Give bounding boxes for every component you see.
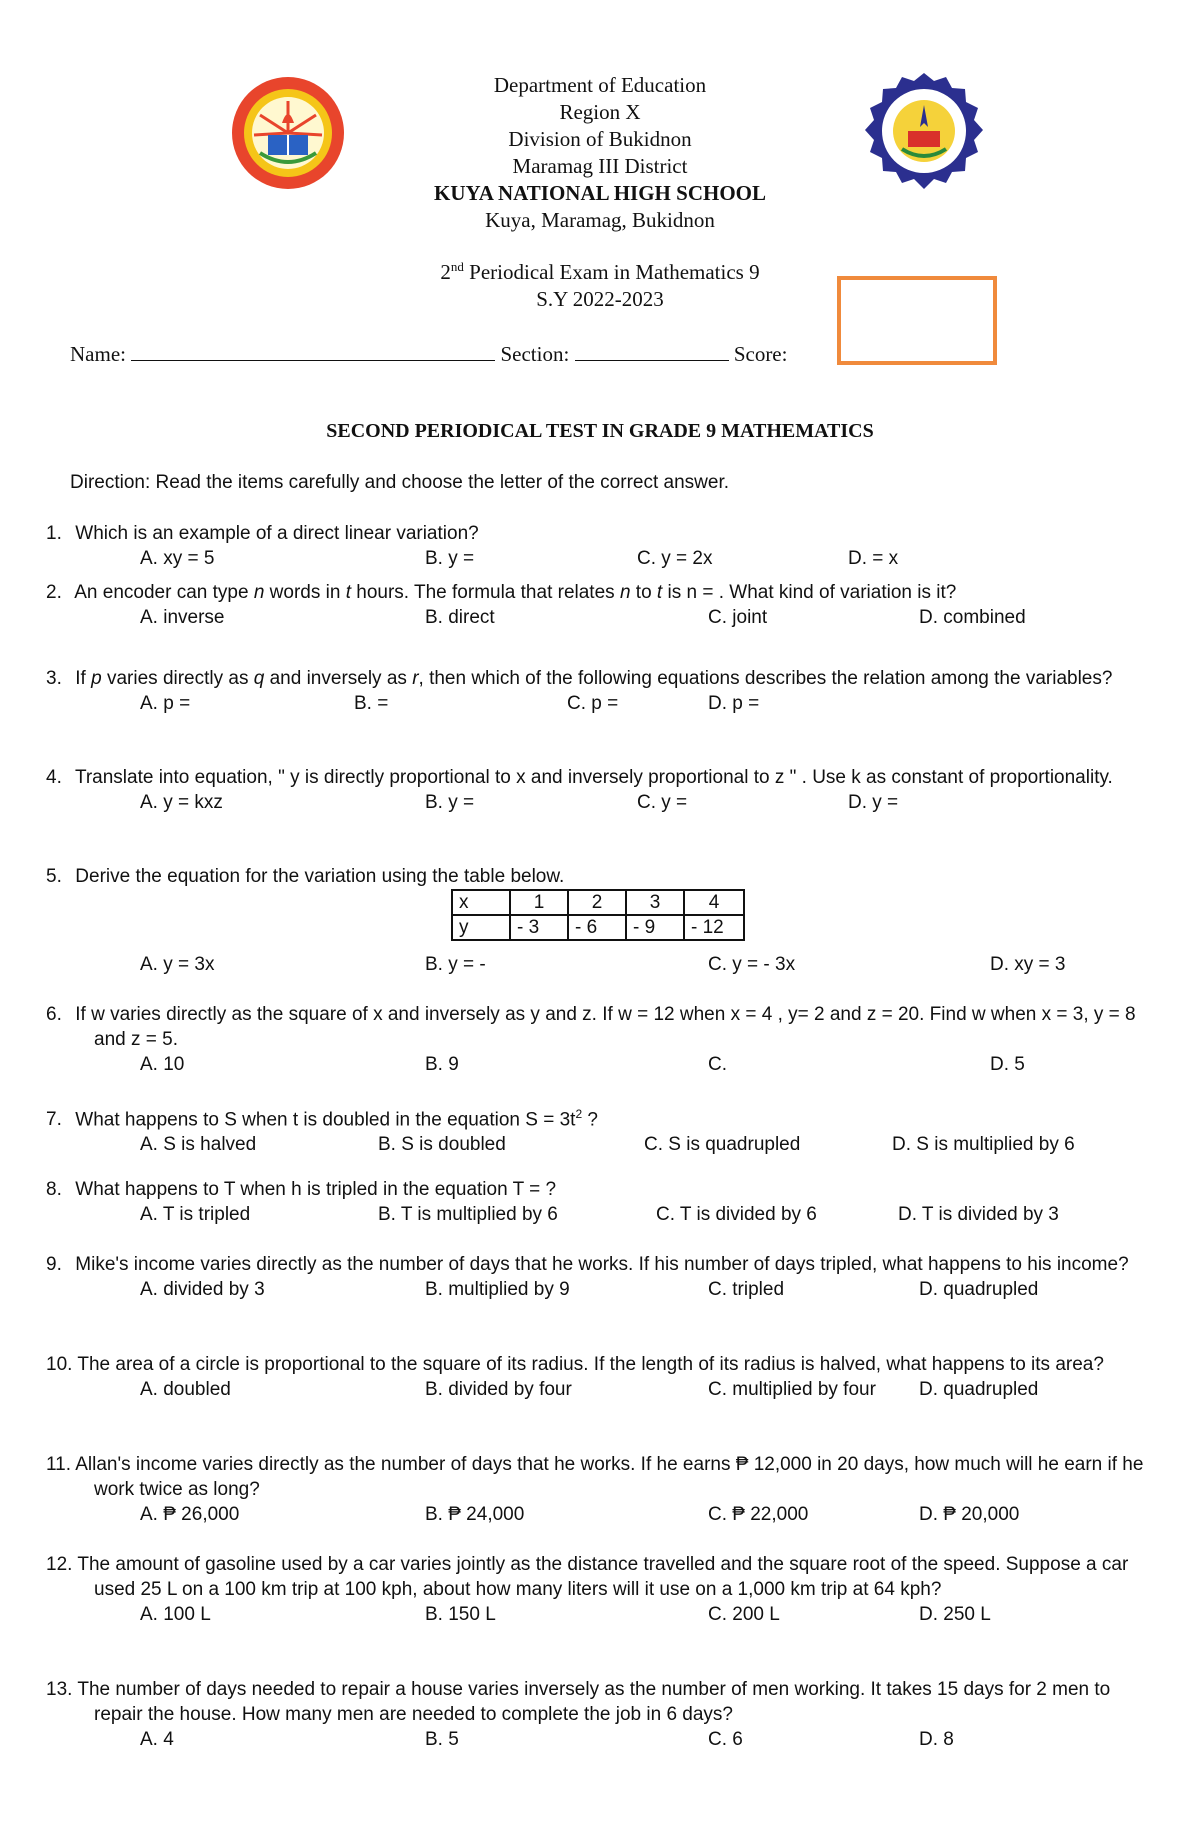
- choice-c[interactable]: C. tripled: [708, 1279, 785, 1300]
- table-cell: - 9: [626, 915, 684, 940]
- choice-a[interactable]: A. S is halved: [140, 1134, 257, 1156]
- choice-c[interactable]: C. y = - 3x: [708, 954, 796, 975]
- choice-a[interactable]: A. 100 L: [140, 1604, 211, 1625]
- header-school-name: KUYA NATIONAL HIGH SCHOOL: [434, 181, 766, 205]
- choice-a[interactable]: A. p =: [140, 693, 191, 714]
- section-label: Section:: [500, 342, 570, 366]
- table-cell: - 6: [568, 915, 626, 940]
- score-box[interactable]: [837, 276, 997, 365]
- choice-a[interactable]: A. xy = 5: [140, 548, 215, 569]
- header-division: Division of Bukidnon: [508, 127, 692, 151]
- choice-a[interactable]: A. ₱ 26,000: [140, 1504, 240, 1525]
- choice-d[interactable]: D. y =: [848, 792, 899, 813]
- name-label: Name:: [70, 342, 126, 366]
- test-title: SECOND PERIODICAL TEST IN GRADE 9 MATHEMATICS: [326, 420, 874, 442]
- question-7: 7. What happens to S when t is doubled in the equation $S = 3t^2$ ? A. S is halved B. S is doubled C. S is quadrupled D. S is multiplied by 6: [46, 1107, 1075, 1156]
- choice-a[interactable]: A. 10: [140, 1054, 185, 1075]
- table-cell: 1: [510, 890, 568, 915]
- question-3: 3. If p varies directly as q and inversely as r, then which of the following equations describes the relation among the variables? A. p = B. = C. p = D. p =: [46, 668, 1113, 714]
- choice-c[interactable]: C. multiplied by four: [708, 1379, 876, 1400]
- choice-d[interactable]: D. ₱ 20,000: [919, 1504, 1020, 1525]
- choice-b[interactable]: B. y = -: [425, 954, 486, 975]
- choice-b[interactable]: B. divided by four: [425, 1379, 572, 1400]
- question-9: 9. Mike's income varies directly as the number of days that he works. If his number of days tripled, what happens to his income? A. divided by 3 B. multiplied by 9 C. tripled D. quadrupled: [46, 1254, 1129, 1300]
- question-10: 10. The area of a circle is proportional to the square of its radius. If the length of its radius is halved, what happens to its area? A. doubled B. divided by four C. multiplied by four D. quadrupled: [46, 1354, 1104, 1400]
- choice-b[interactable]: B. y =: [425, 548, 475, 569]
- question-5: 5. Derive the equation for the variation using the table below.: [46, 866, 565, 887]
- choice-b[interactable]: B. =: [354, 693, 389, 714]
- choice-c[interactable]: C. ₱ 22,000: [708, 1504, 809, 1525]
- question-2: 2. An encoder can type n words in t hours. The formula that relates n to t is n = . What kind of variation is it? A. inverse B. direct C. joint D. combined: [46, 582, 1026, 628]
- choice-b[interactable]: B. 9: [425, 1054, 459, 1075]
- choice-d[interactable]: D. = x: [848, 548, 899, 569]
- name-field[interactable]: [131, 341, 495, 361]
- section-field[interactable]: [575, 341, 729, 361]
- variation-table: [451, 889, 745, 941]
- question-8: 8. What happens to T when h is tripled in the equation T = ? A. T is tripled B. T is multiplied by 6 C. T is divided by 6 D. T is divided by 3: [46, 1179, 1059, 1225]
- choice-d[interactable]: D. quadrupled: [919, 1279, 1039, 1300]
- question-11: 11. Allan's income varies directly as the number of days that he works. If he earns ₱ 12,000 in 20 days, how much will he earn if he work twice as long? A. ₱ 26,000 B. ₱ 24,000 C. ₱ 22,000 D. ₱ 20,000: [46, 1454, 1144, 1525]
- choice-d[interactable]: D. p =: [708, 693, 760, 714]
- choice-c[interactable]: C. 200 L: [708, 1604, 780, 1625]
- table-cell: y: [452, 915, 510, 940]
- choice-a[interactable]: A. y = kxz: [140, 792, 223, 813]
- exam-title: 2nd Periodical Exam in Mathematics 9: [440, 259, 760, 284]
- question-6: 6. If w varies directly as the square of x and inversely as y and z. If w = 12 when x = 4 , y= 2 and z = 20. Find w when x = 3, y = 8 and z = 5. A. 10 B. 9 C. D. 5: [46, 1004, 1136, 1075]
- table-cell: 4: [684, 890, 744, 915]
- choice-c[interactable]: C.: [708, 1054, 727, 1075]
- table-cell: x: [452, 890, 510, 915]
- choice-c[interactable]: C. T is divided by 6: [656, 1204, 817, 1225]
- choice-a[interactable]: A. y = 3x: [140, 954, 215, 975]
- choice-b[interactable]: B. ₱ 24,000: [425, 1504, 525, 1525]
- direction-text: Direction: Read the items carefully and choose the letter of the correct answer.: [70, 472, 729, 493]
- choice-a[interactable]: A. doubled: [140, 1379, 231, 1400]
- table-cell: - 12: [684, 915, 744, 940]
- question-4: 4. Translate into equation, " y is directly proportional to x and inversely proportional to z " . Use k as constant of proportionality. A. y = kxz B. y = C. y = D. y =: [46, 767, 1113, 813]
- choice-a[interactable]: A. divided by 3: [140, 1279, 265, 1300]
- choice-a[interactable]: A. inverse: [140, 607, 225, 628]
- choice-d[interactable]: D. quadrupled: [919, 1379, 1039, 1400]
- choice-b[interactable]: B. multiplied by 9: [425, 1279, 570, 1300]
- score-label: Score:: [733, 342, 788, 366]
- choice-b[interactable]: B. S is doubled: [378, 1134, 506, 1156]
- choice-b[interactable]: B. y =: [425, 792, 475, 813]
- question-5-choices: [70, 952, 1160, 977]
- table-cell: 2: [568, 890, 626, 915]
- header-department: Department of Education: [493, 73, 707, 97]
- choice-d[interactable]: D. S is multiplied by 6: [892, 1134, 1075, 1156]
- choice-b[interactable]: B. 5: [425, 1729, 459, 1750]
- table-cell: 3: [626, 890, 684, 915]
- choice-d[interactable]: D. 5: [990, 1054, 1025, 1075]
- header-region: Region X: [559, 100, 641, 124]
- choice-d[interactable]: D. combined: [919, 607, 1026, 628]
- choice-c[interactable]: C. y =: [637, 792, 688, 813]
- choice-b[interactable]: B. direct: [425, 607, 495, 628]
- choice-d[interactable]: D. 250 L: [919, 1604, 991, 1625]
- choice-c[interactable]: C. 6: [708, 1729, 743, 1750]
- choice-a[interactable]: A. 4: [140, 1729, 174, 1750]
- table-row: [452, 915, 744, 940]
- table-row: [452, 890, 744, 915]
- student-info-row: [70, 341, 787, 367]
- question-12: 12. The amount of gasoline used by a car varies jointly as the distance travelled and the square root of the speed. Suppose a car used 25 L on a 100 km trip at 100 kph, about how many liters will it use on a 1,000 km trip at 64 kph? A. 100 L B. 150 L C. 200 L D. 250 L: [46, 1554, 1129, 1625]
- choice-c[interactable]: C. joint: [708, 607, 768, 628]
- question-1: 1. Which is an example of a direct linear variation? A. xy = 5 B. y = C. y = 2x D. = x: [46, 523, 899, 569]
- choice-d[interactable]: D. T is divided by 3: [898, 1204, 1059, 1225]
- choice-a[interactable]: A. T is tripled: [140, 1204, 251, 1225]
- choice-b[interactable]: B. T is multiplied by 6: [378, 1204, 558, 1225]
- question-13: 13. The number of days needed to repair a house varies inversely as the number of men working. It takes 15 days for 2 men to repair the house. How many men are needed to complete the job in 6 days? A. 4 B. 5 C. 6 D. 8: [46, 1679, 1111, 1750]
- school-year: S.Y 2022-2023: [536, 287, 664, 311]
- header-district: Maramag III District: [512, 154, 688, 178]
- choice-d[interactable]: D. 8: [919, 1729, 954, 1750]
- table-cell: - 3: [510, 915, 568, 940]
- choice-c[interactable]: C. S is quadrupled: [644, 1134, 801, 1156]
- letterhead: [300, 72, 900, 313]
- header-school-address: Kuya, Maramag, Bukidnon: [485, 208, 715, 232]
- choice-c[interactable]: C. y = 2x: [637, 548, 713, 569]
- choice-d[interactable]: D. xy = 3: [990, 954, 1066, 975]
- choice-c[interactable]: C. p =: [567, 693, 619, 714]
- choice-b[interactable]: B. 150 L: [425, 1604, 496, 1625]
